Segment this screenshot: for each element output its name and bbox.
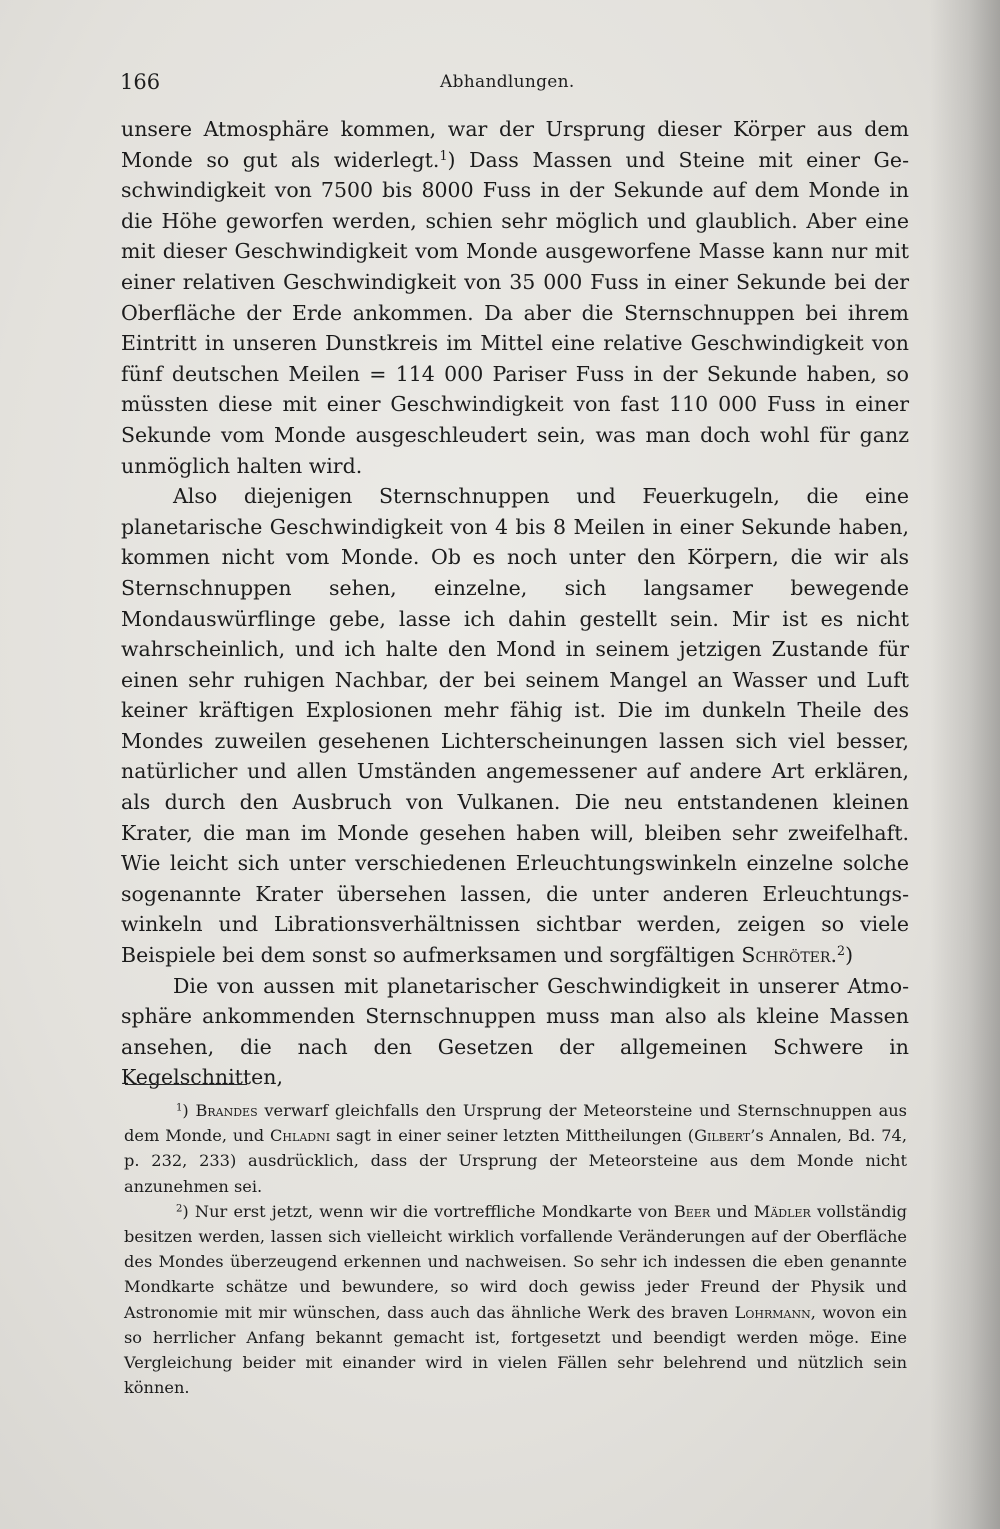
author-name-schroeter: Schröter — [741, 943, 831, 968]
footnote-2-text-c: vollständig besitzen werden, lassen sich vielleicht wirklich vorfallende Veränderungen auf der Oberfläche des Mondes überzeugend erkennen und nachweisen. So sehr ich indessen die eben genannte Mondkarte schätze und bewundere, so wird doch gewiss jeder Freund der Physik und Astronomie mit mir wünschen, dass auch das ähnliche Werk des braven — [124, 1201, 908, 1322]
paragraph-2 — [121, 481, 909, 971]
footnote-2-text-d: , wovon ein so herrlicher Anfang bekannt gemacht ist, fortgesetzt und beendigt werden möge. Eine Vergleichung beider mit einander wird in vielen Fällen sehr belehrend und nützlich sein können. — [124, 1302, 907, 1398]
footnote-ref-2: 2 — [836, 943, 846, 959]
paragraph-3: Die von aussen mit planetarischer Geschwindigkeit in unserer Atmosphäre ankommenden Sternschnuppen muss man also als kleine Massen ansehen, die nach den Gesetzen der allgemeinen Schwere in Kegelschnitten, — [121, 973, 909, 1090]
paragraph-2-text-b: . — [830, 943, 837, 968]
author-name-brandes: Brandes — [195, 1101, 258, 1120]
footnote-ref-1: 1 — [439, 147, 448, 163]
page-number: 166 — [120, 70, 161, 94]
author-name-chladni: Chladni — [270, 1126, 331, 1146]
paragraph-2-text-a: Also diejenigen Sternschnuppen und Feuerkugeln, die eine planetarische Geschwindigkeit von 4 bis 8 Meilen in einer Sekunde haben, kommen nicht vom Monde. Ob es noch unter den Körpern, die wir als Sternschnuppen sehen, einzelne, sich langsamer bewegende Mondauswürflinge gebe, lasse ich dahin gestellt sein. Mir ist es nicht wahrscheinlich, und ich halte den Mond in seinem jetzigen Zustande für einen sehr ruhigen Nachbar, der bei seinem Mangel an Wasser und Luft keiner kräftigen Explosionen mehr fähig ist. Die im dunkeln Theile des Mondes zuweilen gesehenen Lichterscheinungen lassen sich viel besser, natürlicher und allen Umständen angemessener auf andere Art erklären, als durch den Ausbruch von Vulkanen. Die neu entstandenen kleinen Krater, die man im Monde gesehen haben will, bleiben sehr zweifelhaft. Wie leicht sich unter verschiedenen Erleuchtungswinkeln einzelne solche sogenannte Krater übersehen lassen, die unter anderen Erleuchtungswinkeln und Librationsverhältnissen sichtbar werden, zeigen so viele Beispiele bei dem sonst so aufmerksamen und sorgfältigen — [121, 484, 909, 968]
footnote-2-marker: 2 — [176, 1203, 183, 1215]
paragraph-1-text-a: unsere Atmosphäre kommen, war der Ursprung dieser Körper aus dem Monde so gut als widerlegt. — [121, 117, 909, 172]
running-head: Abhandlungen. — [440, 72, 575, 92]
paragraph-1-text-b: ) Dass Massen und Steine mit einer Geschwindigkeit von 7500 bis 8000 Fuss in der Sekunde auf dem Monde in die Höhe geworfen werden, schien sehr möglich und glaublich. Aber eine mit dieser Geschwindigkeit vom Monde ausgeworfene Masse kann nur mit einer relativen Geschwindigkeit von 35 000 Fuss in einer Sekunde bei der Oberfläche der Erde ankommen. Da aber die Sternschnuppen bei ihrem Eintritt in unseren Dunstkreis im Mittel eine relative Geschwindigkeit von fünf deutschen Meilen = 114 000 Pariser Fuss in der Sekunde haben, so müssten diese mit einer Geschwindigkeit von fast 110 000 Fuss in einer Sekunde vom Monde ausgeschleudert sein, was man doch wohl für ganz unmöglich halten wird. — [121, 147, 909, 478]
page-header — [120, 70, 910, 100]
footnote-1-marker: 1 — [176, 1102, 183, 1114]
footnote-2 — [124, 1199, 907, 1401]
body-text — [121, 114, 909, 1093]
footnote-1-text-b: verwarf gleichfalls den Ursprung der Meteorsteine und Sternschnuppen aus dem Monde, und — [124, 1101, 907, 1146]
author-name-beer: Beer — [673, 1201, 711, 1221]
binding-shadow — [930, 0, 1000, 1529]
paragraph-1 — [121, 114, 909, 481]
author-name-lohrmann: Lohrmann — [734, 1302, 811, 1322]
footnote-1-text-a: ) — [182, 1101, 196, 1120]
footnote-2-text-b: und — [710, 1201, 754, 1221]
footnote-1-text-d: ’s Annalen, Bd. 74, p. 232, 233) ausdrücklich, dass der Ursprung der Meteorsteine aus dem Monde nicht anzunehmen sei. — [124, 1126, 908, 1196]
author-name-gilbert: Gilbert — [694, 1126, 751, 1146]
footnote-1 — [124, 1098, 907, 1199]
footnotes — [124, 1098, 907, 1400]
paragraph-2-text-c: ) — [845, 943, 854, 968]
footnote-rule — [125, 1084, 247, 1085]
footnote-1-text-c: sagt in einer seiner letzten Mittheilungen ( — [330, 1126, 695, 1146]
author-name-maedler: Mädler — [753, 1201, 811, 1221]
footnote-2-text-a: ) Nur erst jetzt, wenn wir die vortreffliche Mondkarte von — [182, 1201, 674, 1221]
